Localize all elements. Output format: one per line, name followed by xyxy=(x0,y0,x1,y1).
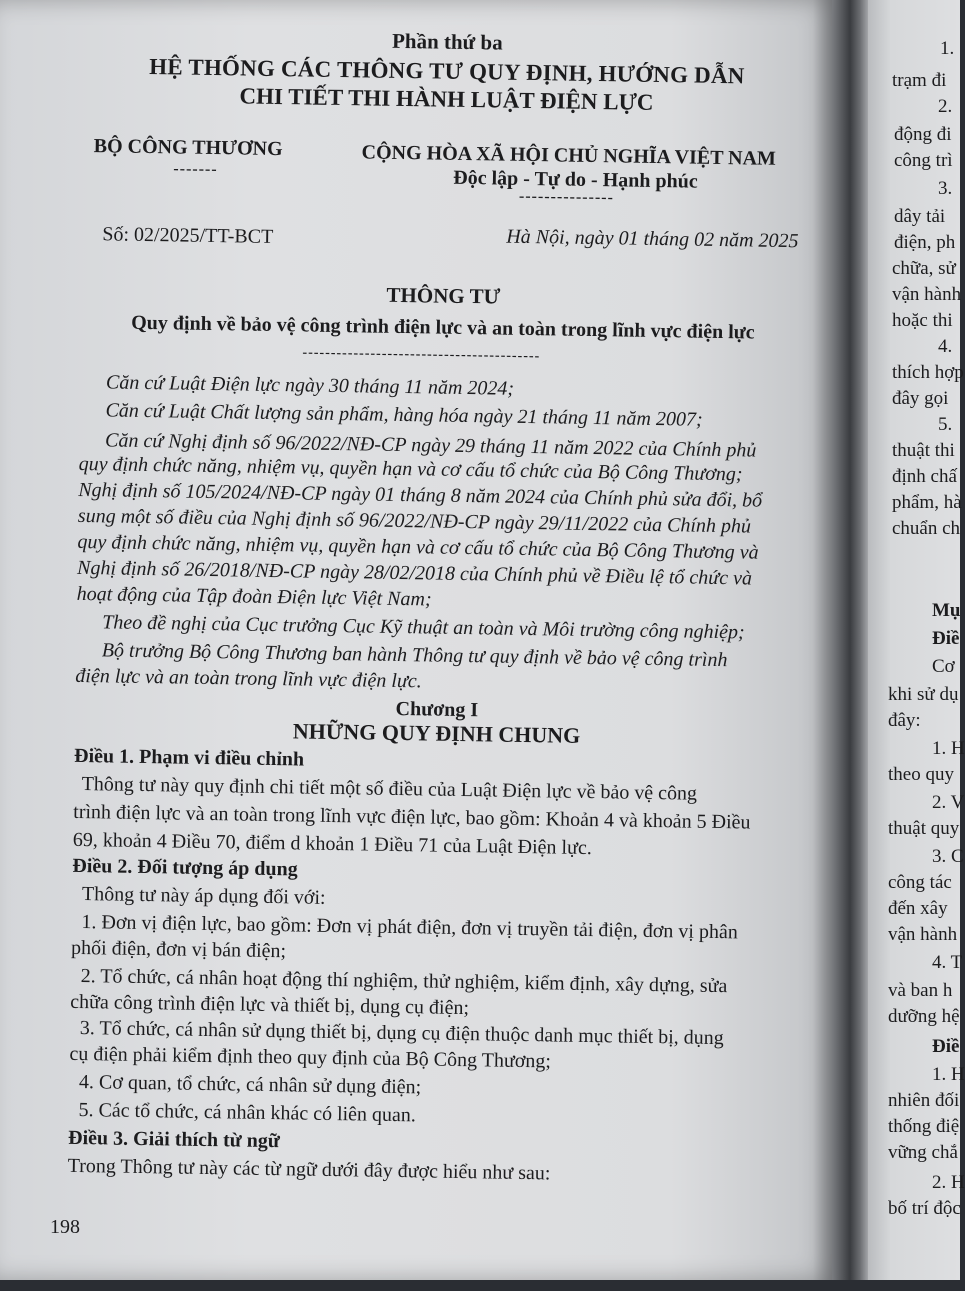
republic-heading: CỘNG HÒA XÃ HỘI CHỦ NGHĨA VIỆT NAM xyxy=(361,141,777,170)
article-heading: Điều 1. Phạm vi điều chỉnh xyxy=(73,744,305,771)
right-page-fragment: 3. xyxy=(938,178,953,199)
preamble-line: Theo đề nghị của Cục trưởng Cục Kỹ thuật an toàn và Môi trường công nghiệp; xyxy=(102,611,745,644)
preamble-line: quy định chức năng, nhiệm vụ, quyền hạn và cơ cấu tổ chức của Bộ Công Thương; xyxy=(78,452,743,486)
collection-title-line1: HỆ THỐNG CÁC THÔNG TƯ QUY ĐỊNH, HƯỚNG DẪN xyxy=(149,54,745,89)
motto-rule: --------------- xyxy=(518,187,615,207)
preamble-line: Nghị định số 105/2024/NĐ-CP ngày 01 tháng 8 năm 2024 của Chính phủ sửa đổi, bổ xyxy=(78,478,763,512)
article-text-line: Thông tư này áp dụng đối với: xyxy=(81,883,326,909)
right-page-fragment: 4. xyxy=(938,336,953,357)
right-page-fragment: thích hợp xyxy=(892,362,964,383)
right-page-fragment: đến xây xyxy=(888,898,948,919)
national-motto: Độc lập - Tự do - Hạnh phúc xyxy=(453,166,698,193)
right-page-fragment: trạm đi xyxy=(892,70,947,91)
article-text-line: phối điện, đơn vị bán điện; xyxy=(70,936,287,963)
right-page-fragment: Điề xyxy=(932,1036,960,1057)
article-text-line: Thông tư này quy định chi tiết một số điều của Luật Điện lực về bảo vệ công xyxy=(81,773,698,805)
article-text-line: 2. Tổ chức, cá nhân hoạt động thí nghiệm, thử nghiệm, kiểm định, xây dựng, sửa xyxy=(80,965,728,998)
article-text-line: 5. Các tổ chức, cá nhân khác có liên quan. xyxy=(78,1099,417,1127)
right-page-fragment: 1. H xyxy=(932,738,965,759)
right-page-fragment: thuật quy xyxy=(888,818,960,839)
right-page-fragment: Điề xyxy=(932,628,960,649)
right-page-fragment: 2. xyxy=(938,96,953,117)
right-page-fragment: 2. H xyxy=(932,1172,965,1193)
subject-rule: ------------------------------------------ xyxy=(302,345,541,365)
book-gutter xyxy=(832,0,872,1280)
article-text-line: cụ điện phải kiểm định theo quy định của Bộ Công Thương; xyxy=(69,1042,552,1073)
collection-title-line2: CHI TIẾT THI HÀNH LUẬT ĐIỆN LỰC xyxy=(239,83,654,115)
right-page-edge xyxy=(868,0,965,1280)
right-page-fragment: theo quy xyxy=(888,764,954,785)
chapter-title: NHỮNG QUY ĐỊNH CHUNG xyxy=(292,718,581,748)
right-page-fragment: 1. H xyxy=(932,1064,965,1085)
right-page-fragment: 3. C xyxy=(932,846,964,867)
article-text-line: 1. Đơn vị điện lực, bao gồm: Đơn vị phát điện, đơn vị truyền tải điện, đơn vị phân xyxy=(81,911,738,944)
right-page-fragment: vận hành xyxy=(888,924,958,945)
right-page-fragment: vững chắ xyxy=(888,1142,958,1163)
right-page-fragment: vận hành xyxy=(892,284,962,305)
right-page-fragment: khi sử dụ xyxy=(888,684,959,705)
ministry-rule: ------- xyxy=(173,160,218,179)
chapter-number: Chương I xyxy=(395,697,479,722)
document-number: Số: 02/2025/TT-BCT xyxy=(102,223,274,248)
right-page-fragment: thuật thi xyxy=(892,440,955,461)
article-text-line: Trong Thông tư này các từ ngữ dưới đây được hiểu như sau: xyxy=(67,1154,551,1185)
right-page-fragment: hoặc thi xyxy=(892,310,953,331)
place-and-date: Hà Nội, ngày 01 tháng 02 năm 2025 xyxy=(506,225,799,253)
preamble-line: điện lực và an toàn trong lĩnh vực điện lực. xyxy=(75,664,422,693)
article-text-line: trình điện lực và an toàn trong lĩnh vực điện lực, bao gồm: Khoản 4 và khoản 5 Điều xyxy=(73,800,751,834)
preamble-line: quy định chức năng, nhiệm vụ, quyền hạn và cơ cấu tổ chức của Bộ Công Thương và xyxy=(77,530,759,564)
article-heading: Điều 3. Giải thích từ ngữ xyxy=(67,1126,281,1153)
article-heading: Điều 2. Đối tượng áp dụng xyxy=(72,854,298,881)
page-number: 198 xyxy=(50,1216,80,1238)
preamble-line: sung một số điều của Nghị định số 96/2022/NĐ-CP ngày 29/11/2022 của Chính phủ xyxy=(77,504,752,538)
right-page-fragment: nhiên đối xyxy=(888,1090,960,1111)
article-text-line: 3. Tổ chức, cá nhân sử dụng thiết bị, dụng cụ điện thuộc danh mục thiết bị, dụng xyxy=(79,1017,724,1050)
preamble-line: Nghị định số 26/2018/NĐ-CP ngày 28/02/2018 của Chính phủ về Điều lệ tổ chức và xyxy=(76,556,753,590)
right-page-fragment: 2. V xyxy=(932,792,965,813)
right-page-fragment: chuẩn ch xyxy=(892,518,961,539)
preamble-line: Căn cứ Luật Điện lực ngày 30 tháng 11 năm 2024; xyxy=(105,371,515,400)
right-page-fragment: dưỡng hệ xyxy=(888,1006,960,1027)
preamble-line: Căn cứ Nghị định số 96/2022/NĐ-CP ngày 29 tháng 11 năm 2022 của Chính phủ xyxy=(104,429,757,462)
right-page-fragment: Cơ xyxy=(932,656,955,677)
right-page-fragment: 5. xyxy=(938,414,953,435)
article-text-line: chữa công trình điện lực và thiết bị, dụng cụ điện; xyxy=(70,990,470,1020)
right-page-fragment: động đi xyxy=(894,124,952,145)
document-type: THÔNG TƯ xyxy=(386,282,501,309)
preamble-line: Căn cứ Luật Chất lượng sản phẩm, hàng hóa ngày 21 tháng 11 năm 2007; xyxy=(105,399,703,431)
document-body xyxy=(66,0,810,1291)
preamble-line: hoạt động của Tập đoàn Điện lực Việt Nam; xyxy=(76,582,432,611)
right-page-fragment: thống điệ xyxy=(888,1116,960,1137)
article-text-line: 69, khoản 4 Điều 70, điểm d khoản 1 Điều 71 của Luật Điện lực. xyxy=(72,828,592,860)
ministry-name: BỘ CÔNG THƯƠNG xyxy=(93,135,283,161)
right-page-fragment: chữa, sử xyxy=(892,258,956,279)
right-page-fragment: 1. xyxy=(940,38,955,59)
right-page-fragment: dây tải xyxy=(894,206,946,227)
right-page-fragment: đây: xyxy=(888,710,921,731)
right-page-fragment: công trì xyxy=(894,150,953,171)
right-page-fragment: Mụ xyxy=(932,600,961,621)
part-label: Phần thứ ba xyxy=(391,28,503,55)
right-page-fragment: 4. T xyxy=(932,952,963,973)
right-page-fragment: điện, ph xyxy=(894,232,956,253)
right-page-fragment: phẩm, hà xyxy=(892,492,962,513)
right-page-fragment: công tác xyxy=(888,872,952,893)
right-page-fragment: đây gọi xyxy=(892,388,949,409)
right-page-fragment: bố trí độc xyxy=(888,1198,961,1219)
right-page-fragment: và ban h xyxy=(888,980,953,1001)
article-text-line: 4. Cơ quan, tổ chức, cá nhân sử dụng điện; xyxy=(78,1071,422,1099)
document-subject: Quy định về bảo vệ công trình điện lực và an toàn trong lĩnh vực điện lực xyxy=(131,311,755,344)
preamble-line: Bộ trưởng Bộ Công Thương ban hành Thông tư quy định về bảo vệ công trình xyxy=(101,639,728,672)
right-page-fragment: định chấ xyxy=(892,466,957,487)
